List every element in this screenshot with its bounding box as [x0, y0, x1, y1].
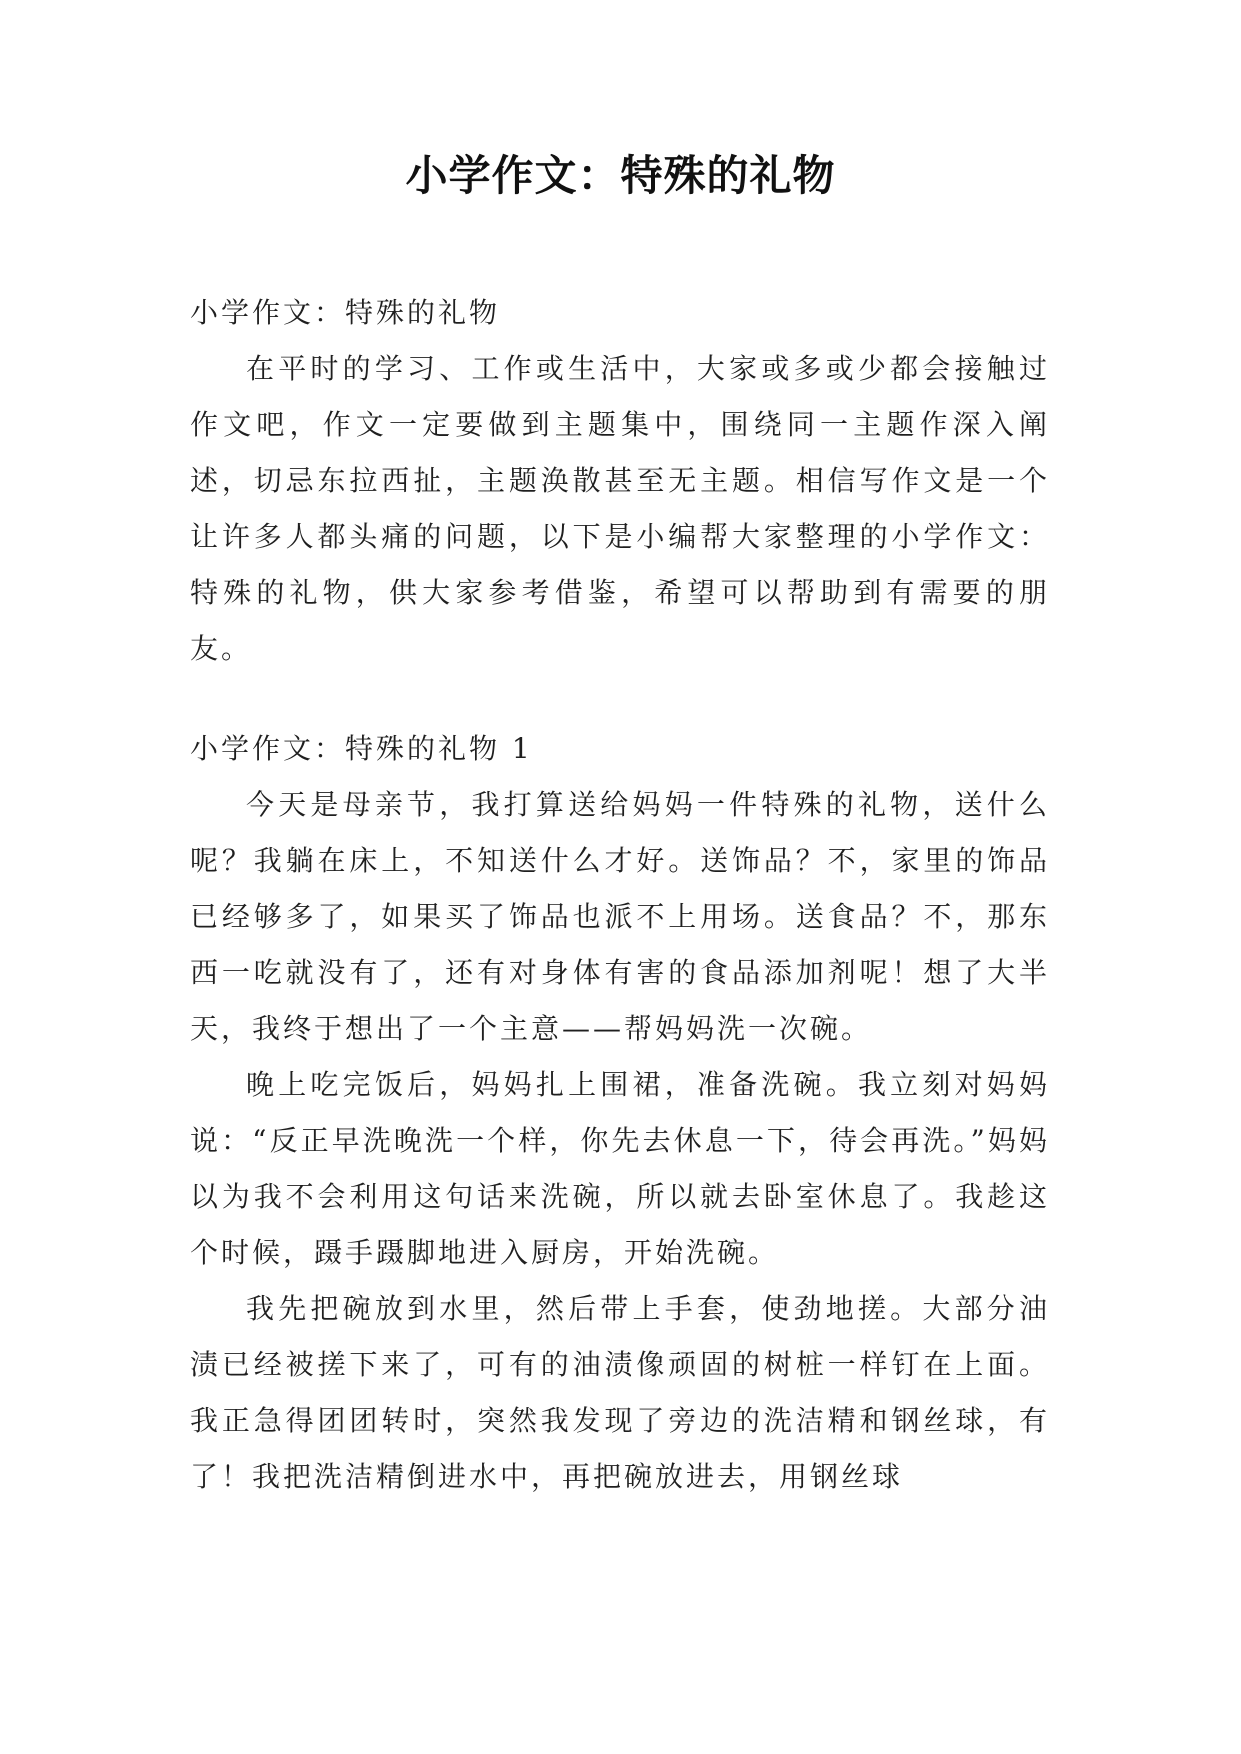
essay-paragraph: 我先把碗放到水里，然后带上手套，使劲地搓。大部分油渍已经被搓下来了，可有的油渍像顽固的树桩一样钉在上面。我正急得团团转时，突然我发现了旁边的洗洁精和钢丝球，有了！我把洗洁精倒进水中，再把碗放进去，用钢丝球 [190, 1292, 1050, 1493]
essay-heading: 小学作文：特殊的礼物 1 [190, 732, 533, 765]
essay-paragraph: 晚上吃完饭后，妈妈扎上围裙，准备洗碗。我立刻对妈妈说：“反正早洗晚洗一个样，你先去休息一下，待会再洗。”妈妈以为我不会利用这句话来洗碗，所以就去卧室休息了。我趁这个时候，蹑手蹑脚地进入厨房，开始洗碗。 [190, 1068, 1050, 1269]
intro-heading: 小学作文：特殊的礼物 [190, 296, 501, 329]
essay-paragraph: 今天是母亲节，我打算送给妈妈一件特殊的礼物，送什么呢？我躺在床上，不知送什么才好。送饰品？不，家里的饰品已经够多了，如果买了饰品也派不上用场。送食品？不，那东西一吃就没有了，还有对身体有害的食品添加剂呢！想了大半天，我终于想出了一个主意——帮妈妈洗一次碗。 [190, 788, 1050, 1045]
document-body [190, 285, 1050, 1505]
document-title: 小学作文：特殊的礼物 [405, 151, 836, 200]
intro-paragraph: 在平时的学习、工作或生活中，大家或多或少都会接触过作文吧，作文一定要做到主题集中，围绕同一主题作深入阐述，切忌东拉西扯，主题涣散甚至无主题。相信写作文是一个让许多人都头痛的问题，以下是小编帮大家整理的小学作文：特殊的礼物，供大家参考借鉴，希望可以帮助到有需要的朋友。 [190, 352, 1050, 665]
section-spacer [190, 677, 1050, 721]
